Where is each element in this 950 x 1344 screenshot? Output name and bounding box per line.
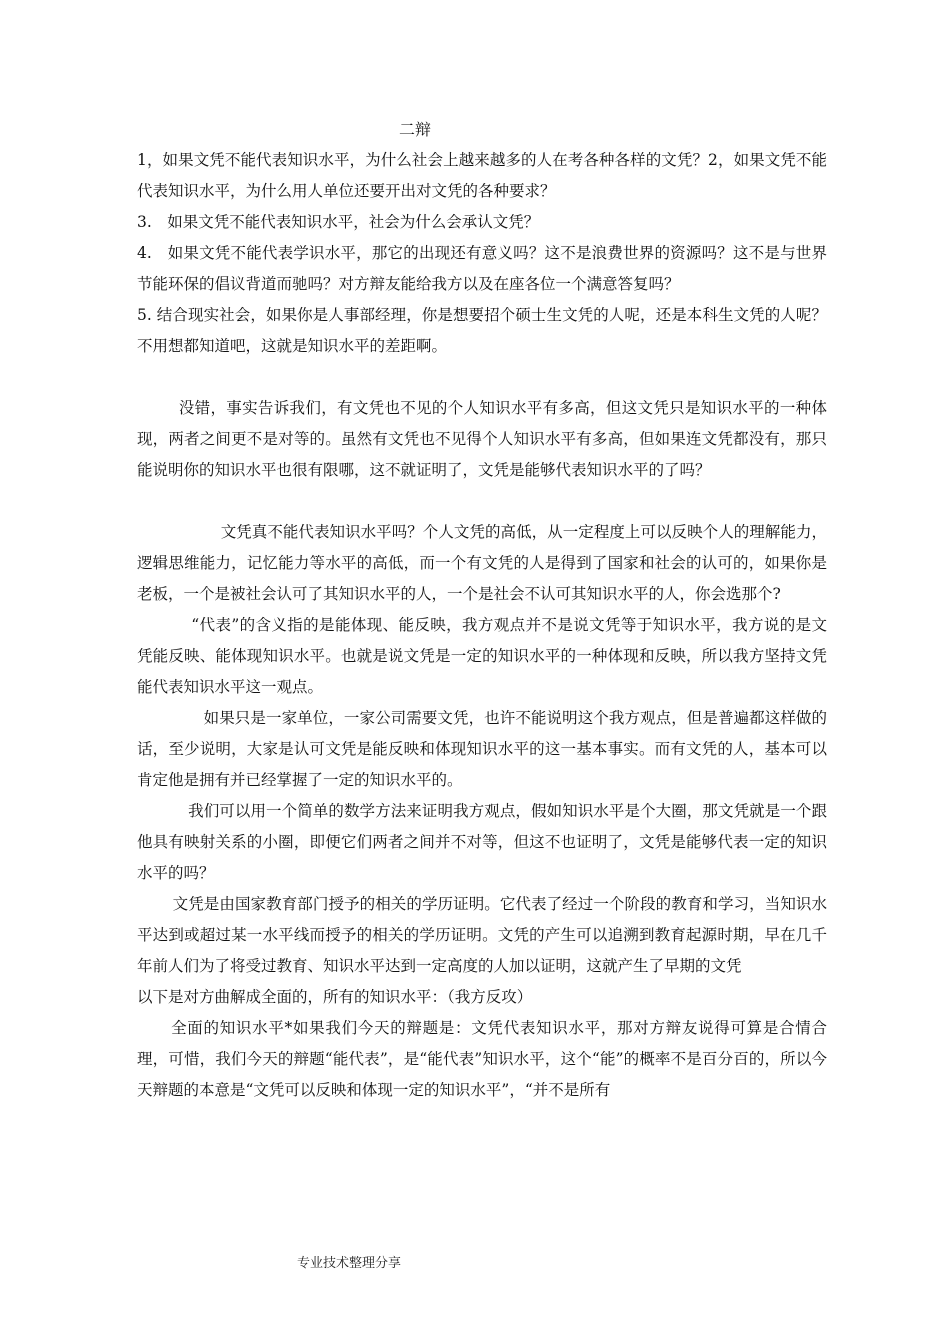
paragraph-common-practice: 如果只是一家单位，一家公司需要文凭，也许不能说明这个我方观点，但是普遍都这样做的话，至少说明，大家是认可文凭是能反映和体现知识水平的这一基本事实。而有文凭的人，基本可以肯定他是拥有并已经掌握了一定的知识水平的。 bbox=[137, 709, 827, 789]
paragraph-spacer bbox=[137, 362, 827, 393]
paragraph-math-circle: 我们可以用一个简单的数学方法来证明我方观点，假如知识水平是个大圈，那文凭就是一个跟他具有映射关系的小圈，即便它们两者之间并不对等，但这不也证明了，文凭是能够代表一定的知识水平的吗？ bbox=[137, 802, 827, 882]
document-body bbox=[137, 145, 827, 1106]
paragraph-diploma-origin: 文凭是由国家教育部门授予的相关的学历证明。它代表了经过一个阶段的教育和学习，当知识水平达到或超过某一水平线而授予的相关的学历证明。文凭的产生可以追溯到教育起源时期，早在几千年前人们为了将受过教育、知识水平达到一定高度的人加以证明，这就产生了早期的文凭 bbox=[137, 895, 827, 975]
paragraph-comprehensive-knowledge: 全面的知识水平*如果我们今天的辩题是：文凭代表知识水平，那对方辩友说得可算是合情合理，可惜，我们今天的辩题“能代表”，是“能代表”知识水平，这个“能”的概率不是百分百的，所以今天辩题的本意是“文凭可以反映和体现一定的知识水平”，“并不是所有 bbox=[137, 1019, 827, 1099]
question-3: 3. 如果文凭不能代表知识水平，社会为什么会承认文凭？ bbox=[137, 213, 540, 231]
paragraph-rebuttal-1: 没错，事实告诉我们，有文凭也不见的个人知识水平有多高，但这文凭只是知识水平的一种体现，两者之间更不是对等的。虽然有文凭也不见得个人知识水平有多高，但如果连文凭都没有，那只能说明你的知识水平也很有限哪，这不就证明了，文凭是能够代表知识水平的了吗？ bbox=[137, 399, 827, 479]
paragraph-counterattack-heading: 以下是对方曲解成全面的，所有的知识水平：（我方反攻） bbox=[137, 988, 533, 1006]
question-5: 5. 结合现实社会，如果你是人事部经理，你是想要招个硕士生文凭的人呢，还是本科生文凭的人呢？不用想都知道吧，这就是知识水平的差距啊。 bbox=[137, 306, 827, 355]
page-title: 二辩 bbox=[398, 120, 431, 139]
question-4: 4. 如果文凭不能代表学识水平，那它的出现还有意义吗？这不是浪费世界的资源吗？这不是与世界节能环保的倡议背道而驰吗？对方辩友能给我方以及在座各位一个满意答复吗？ bbox=[137, 244, 827, 293]
page-footer: 专业技术整理分享 bbox=[297, 1256, 402, 1271]
paragraph-definition: “代表”的含义指的是能体现、能反映，我方观点并不是说文凭等于知识水平，我方说的是文凭能反映、能体现知识水平。也就是说文凭是一定的知识水平的一种体现和反映，所以我方坚持文凭能代表知识水平这一观点。 bbox=[137, 616, 827, 696]
question-1-2: 1，如果文凭不能代表知识水平，为什么社会上越来越多的人在考各种各样的文凭？2，如果文凭不能代表知识水平，为什么用人单位还要开出对文凭的各种要求？ bbox=[137, 151, 827, 200]
paragraph-spacer bbox=[137, 486, 827, 517]
paragraph-rebuttal-2: 文凭真不能代表知识水平吗？个人文凭的高低，从一定程度上可以反映个人的理解能力，逻辑思维能力，记忆能力等水平的高低，而一个有文凭的人是得到了国家和社会的认可的，如果你是老板，一个是被社会认可了其知识水平的人，一个是社会不认可其知识水平的人，你会选那个? bbox=[137, 523, 827, 603]
